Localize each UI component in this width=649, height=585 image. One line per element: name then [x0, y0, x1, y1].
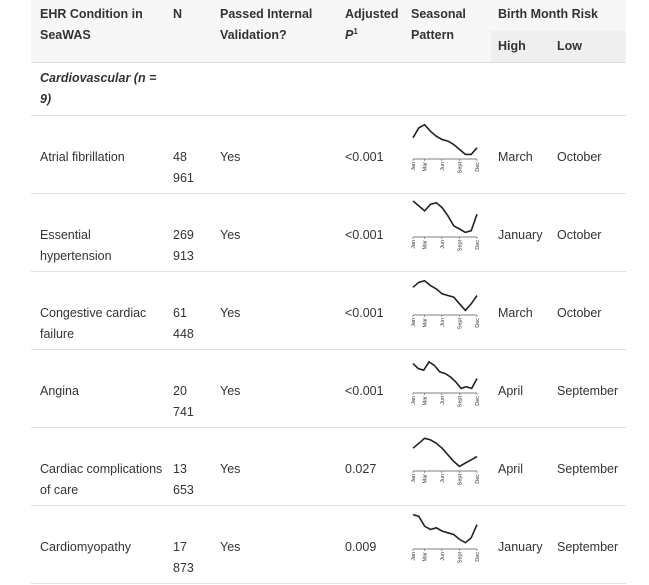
header-p-label: P	[345, 28, 354, 42]
low-month-cell: September	[557, 540, 619, 554]
seasonal-pattern-line	[413, 515, 477, 543]
sparkline-tick-label: Dec	[475, 396, 481, 406]
row-divider	[31, 271, 626, 272]
sparkline-tick-label: Sept	[457, 162, 464, 174]
condition-cell: Cardiomyopathy	[40, 540, 132, 554]
p-value-cell: <0.001	[345, 384, 384, 398]
high-month-cell: April	[498, 384, 524, 398]
header-condition: EHR Condition in SeaWAS	[40, 7, 143, 42]
seasonal-pattern-line	[413, 281, 477, 311]
seasonal-pattern-sparkline	[410, 509, 480, 571]
sparkline-tick-label: Jan	[411, 474, 417, 483]
group-label: Cardiovascular (n = 9)	[40, 71, 157, 106]
sparkline-tick-label: Mar	[422, 240, 429, 250]
sparkline-tick-label: Mar	[422, 318, 429, 328]
row-divider	[31, 193, 626, 194]
sparkline-tick-label: Jan	[411, 162, 417, 171]
sparkline-tick-label: Jan	[411, 552, 417, 561]
sparkline-tick-label: Dec	[475, 240, 481, 250]
sparkline-tick-label: Jun	[439, 474, 446, 483]
condition-cell: Atrial fibrillation	[40, 150, 125, 164]
header-adjusted-label: Adjusted	[345, 7, 399, 21]
header-low: Low	[557, 39, 582, 53]
header-n: N	[173, 7, 183, 21]
sparkline-tick-label: Jun	[439, 162, 446, 171]
validation-cell: Yes	[220, 384, 241, 398]
row-divider	[31, 505, 626, 506]
sparkline-tick-label: Jan	[411, 240, 417, 249]
sparkline-tick-label: Sept	[457, 240, 464, 252]
sparkline-tick-label: Jun	[439, 318, 446, 327]
sparkline-tick-label: Mar	[422, 474, 429, 484]
sparkline-tick-label: Dec	[475, 474, 481, 484]
high-month-cell: March	[498, 150, 533, 164]
validation-cell: Yes	[220, 540, 241, 554]
sparkline-tick-label: Jun	[439, 240, 446, 249]
seasonal-pattern-sparkline	[410, 197, 480, 259]
header-high: High	[498, 39, 526, 53]
n-cell: 269 913	[173, 228, 194, 263]
seasonal-pattern-sparkline	[410, 119, 480, 181]
n-cell: 13 653	[173, 462, 194, 497]
low-month-cell: September	[557, 384, 619, 398]
seasonal-pattern-line	[413, 125, 477, 155]
header-p-footnote: 1	[353, 26, 358, 36]
sparkline-tick-label: Sept	[457, 396, 464, 408]
sparkline-tick-label: Sept	[457, 318, 464, 330]
sparkline-tick-label: Mar	[422, 552, 429, 562]
seasonal-pattern-line	[413, 362, 477, 389]
low-month-cell: September	[557, 462, 619, 476]
low-month-cell: October	[557, 228, 602, 242]
p-value-cell: 0.009	[345, 540, 377, 554]
n-cell: 17 873	[173, 540, 194, 575]
condition-cell: Cardiac complications of care	[40, 462, 163, 497]
seasonal-pattern-sparkline	[410, 431, 480, 493]
sparkline-tick-label: Dec	[475, 162, 481, 172]
group-divider	[31, 115, 626, 116]
row-divider	[31, 427, 626, 428]
header-divider	[31, 62, 626, 63]
seasonal-pattern-sparkline	[410, 275, 480, 337]
high-month-cell: March	[498, 306, 533, 320]
validation-cell: Yes	[220, 150, 241, 164]
p-value-cell: <0.001	[345, 228, 384, 242]
low-month-cell: October	[557, 306, 602, 320]
sparkline-tick-label: Dec	[475, 552, 481, 562]
sparkline-tick-label: Jan	[411, 396, 417, 405]
condition-cell: Essential hypertension	[40, 228, 112, 263]
n-cell: 20 741	[173, 384, 194, 419]
row-divider	[31, 349, 626, 350]
sparkline-tick-label: Jan	[411, 318, 417, 327]
high-month-cell: January	[498, 540, 543, 554]
condition-cell: Congestive cardiac failure	[40, 306, 147, 341]
n-cell: 61 448	[173, 306, 194, 341]
validation-cell: Yes	[220, 306, 241, 320]
sparkline-tick-label: Mar	[422, 396, 429, 406]
validation-cell: Yes	[220, 228, 241, 242]
low-month-cell: October	[557, 150, 602, 164]
header-birth-month-risk: Birth Month Risk	[498, 7, 598, 21]
p-value-cell: <0.001	[345, 150, 384, 164]
sparkline-tick-label: Dec	[475, 318, 481, 328]
sparkline-tick-label: Sept	[457, 552, 464, 564]
high-month-cell: April	[498, 462, 524, 476]
seasonal-pattern-line	[413, 201, 477, 232]
header-validation: Passed Internal Validation?	[220, 7, 313, 42]
validation-cell: Yes	[220, 462, 241, 476]
header-seasonal: Seasonal Pattern	[411, 7, 466, 42]
seasonal-pattern-line	[413, 438, 477, 466]
sparkline-tick-label: Jun	[439, 396, 446, 405]
n-cell: 48 961	[173, 150, 194, 185]
sparkline-tick-label: Sept	[457, 474, 464, 486]
seasonal-pattern-sparkline	[410, 353, 480, 415]
condition-cell: Angina	[40, 384, 79, 398]
p-value-cell: 0.027	[345, 462, 377, 476]
row-divider	[31, 583, 626, 584]
sparkline-tick-label: Jun	[439, 552, 446, 561]
header-adjusted-p	[345, 4, 405, 46]
p-value-cell: <0.001	[345, 306, 384, 320]
sparkline-tick-label: Mar	[422, 162, 429, 172]
high-month-cell: January	[498, 228, 543, 242]
